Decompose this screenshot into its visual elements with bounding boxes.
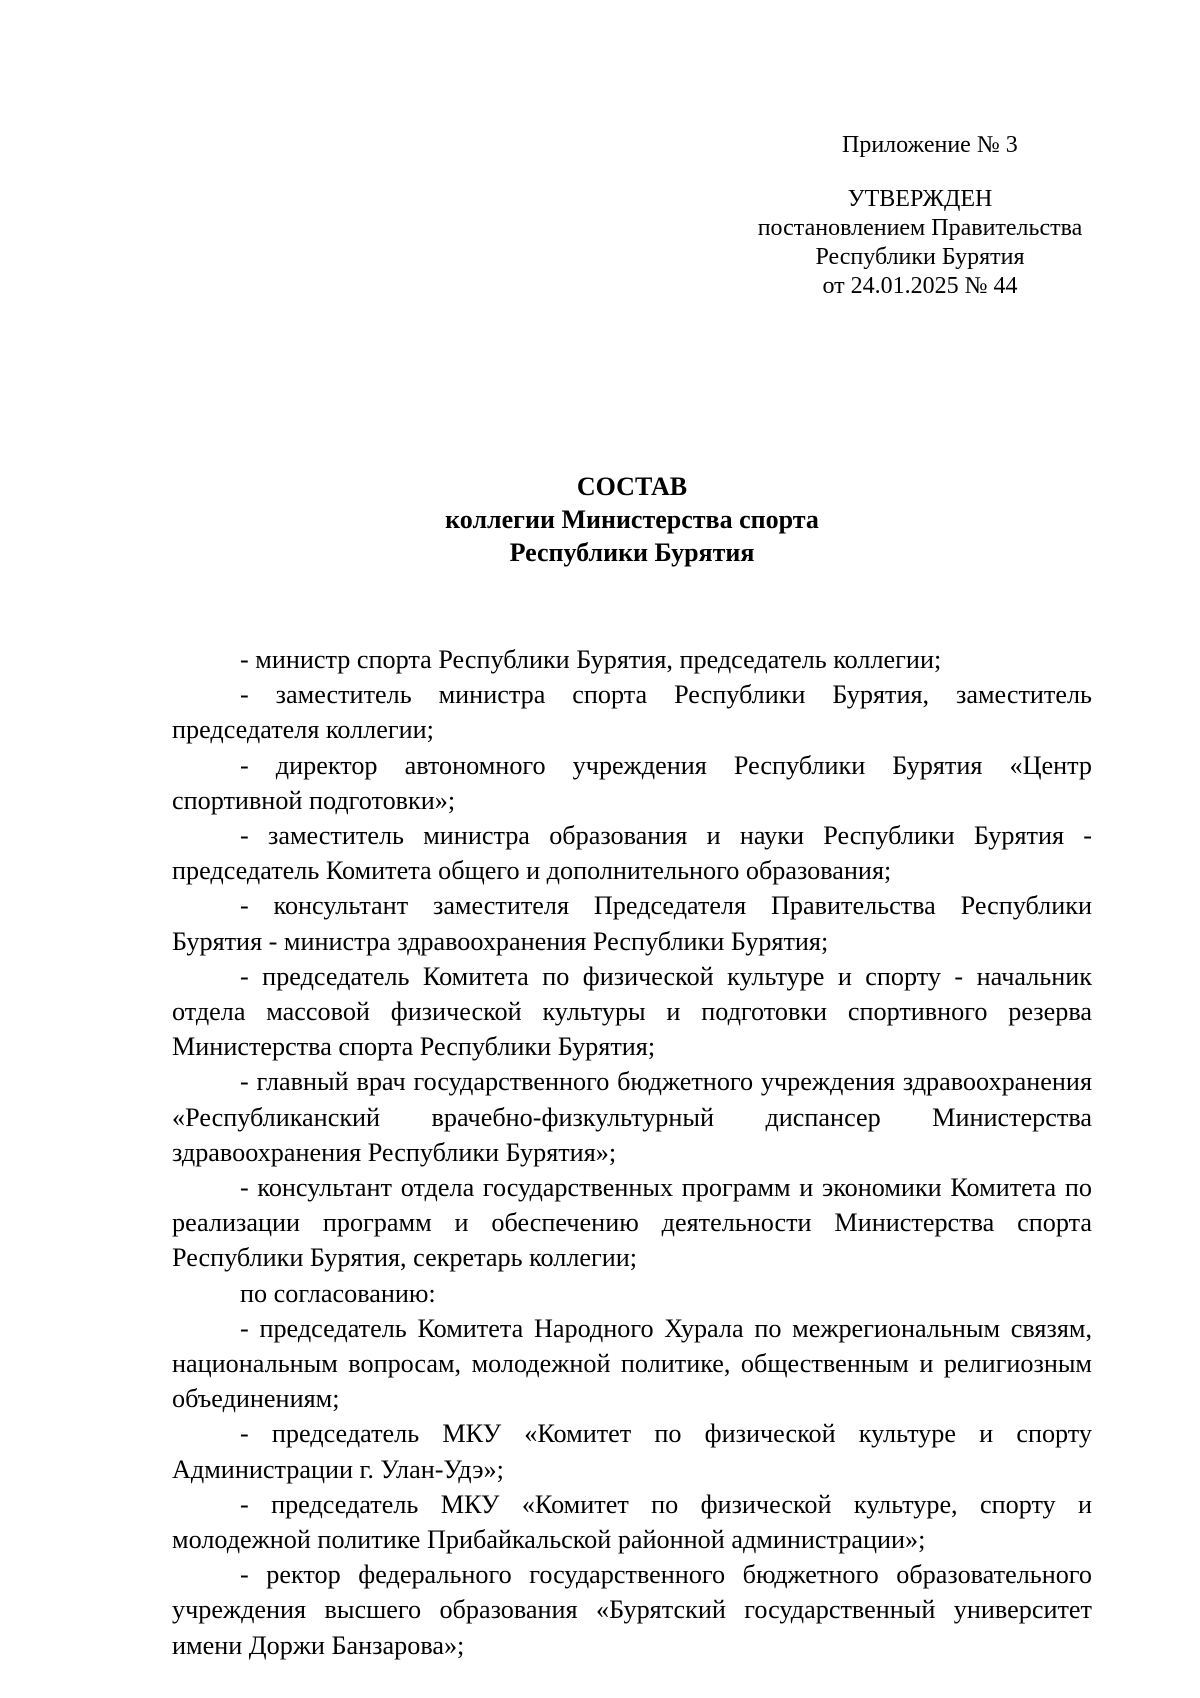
title-line-2: коллегии Министерства спорта <box>445 505 819 534</box>
list-item: - консультант заместителя Председателя Правительства Республики Бурятия - министра здравоохранения Республики Бурятия; <box>172 891 1092 956</box>
approved-by-line: постановлением Правительства <box>757 215 1083 241</box>
approved-heading: УТВЕРЖДЕН <box>847 186 993 212</box>
list-item: - председатель Комитета по физической культуре и спорту - начальник отдела массовой физической культуры и подготовки спортивного резерва Министерства спорта Республики Бурятия; <box>172 961 1092 1062</box>
list-item: - председатель МКУ «Комитет по физической культуре и спорту Администрации г. Улан-Удэ»; <box>172 1419 1092 1484</box>
list-item: - консультант отдела государственных программ и экономики Комитета по реализации программ и обеспечению деятельности Министерства спорта Республики Бурятия, секретарь коллегии; <box>172 1173 1092 1273</box>
list-item: - председатель МКУ «Комитет по физической культуре, спорту и молодежной политике Прибайкальской районной администрации»; <box>172 1489 1092 1555</box>
list-item: - заместитель министра образования и науки Республики Бурятия - председатель Комитета общего и дополнительного образования; <box>172 821 1092 886</box>
list-item: - министр спорта Республики Бурятия, председатель коллегии; <box>240 645 942 674</box>
document-title <box>172 470 1092 569</box>
member-list <box>172 642 1092 1663</box>
list-item: - заместитель министра спорта Республики Бурятия, заместитель председателя коллегии; <box>172 680 1092 745</box>
agreement-subheading: по согласованию: <box>240 1278 436 1308</box>
list-item: - главный врач государственного бюджетного учреждения здравоохранения «Республиканский врачебно-физкультурный диспансер Министерства здравоохранения Республики Бурятия»; <box>172 1067 1092 1167</box>
list-item: - ректор федерального государственного бюджетного образовательного учреждения высшего образования «Бурятский государственный университет имени Доржи Банзарова»; <box>172 1560 1092 1660</box>
approval-stamp-block <box>748 185 1092 301</box>
list-item: - председатель Комитета Народного Хурала по межрегиональным связям, национальным вопросам, молодежной политике, общественным и религиозным объединениям; <box>172 1313 1092 1414</box>
approved-date-line: от 24.01.2025 № 44 <box>822 273 1018 299</box>
title-line-1: СОСТАВ <box>576 472 688 501</box>
appendix-label: Приложение № 3 <box>842 132 1018 158</box>
approved-authority-line: Республики Бурятия <box>815 244 1025 270</box>
list-item: - директор автономного учреждения Республики Бурятия «Центр спортивной подготовки»; <box>172 750 1092 815</box>
title-line-3: Республики Бурятия <box>509 538 755 567</box>
